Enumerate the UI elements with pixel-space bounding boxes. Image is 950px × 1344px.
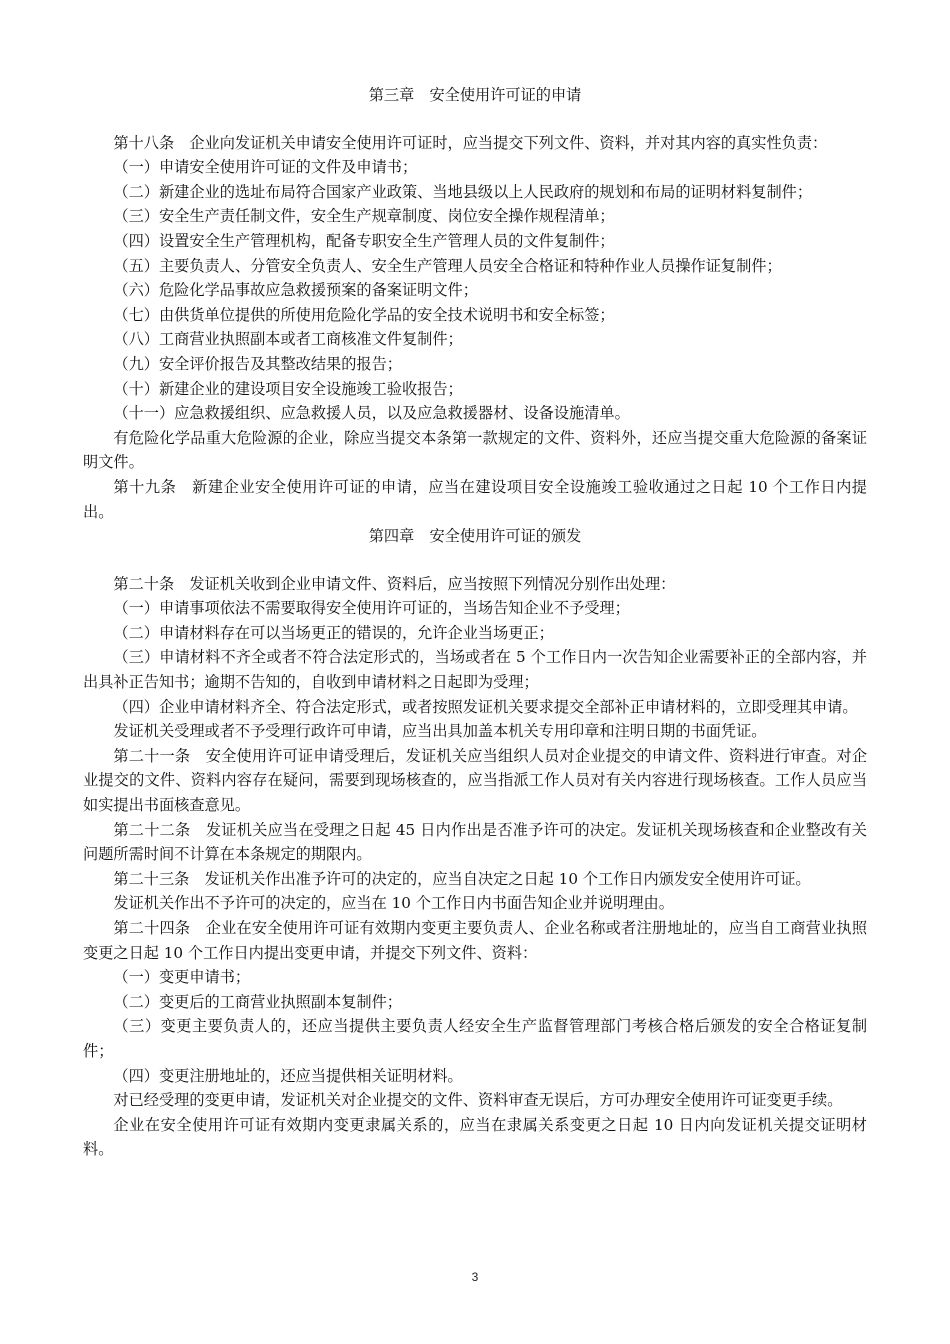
article-24-extra: 对已经受理的变更申请，发证机关对企业提交的文件、资料审查无误后，方可办理安全使用许可证变更手续。 bbox=[113, 1091, 843, 1110]
article-24-intro: 第二十四条 企业在安全使用许可证有效期内变更主要负责人、企业名称或者注册地址的，应当自工商营业执照变更之日起 10 个工作日内提出变更申请，并提交下列文件、资料： bbox=[83, 919, 867, 962]
article-18-item: （四）设置安全生产管理机构，配备专职安全生产管理人员的文件复制件； bbox=[113, 231, 615, 250]
article-18-extra: 有危险化学品重大危险源的企业，除应当提交本条第一款规定的文件、资料外，还应当提交重大危险源的备案证明文件。 bbox=[83, 428, 867, 472]
chapter-4-title: 第四章 安全使用许可证的颁发 bbox=[368, 527, 582, 546]
article-24-item: （四）变更注册地址的，还应当提供相关证明材料。 bbox=[113, 1066, 463, 1085]
article-18-item: （一）申请安全使用许可证的文件及申请书； bbox=[113, 158, 418, 177]
article-20-item: （四）企业申请材料齐全、符合法定形式，或者按照发证机关要求提交全部补正申请材料的，立即受理其申请。 bbox=[113, 697, 858, 716]
article-24-item: （一）变更申请书； bbox=[113, 968, 251, 987]
article-19: 第十九条 新建企业安全使用许可证的申请，应当在建设项目安全设施竣工验收通过之日起 10 个工作日内提出。 bbox=[83, 477, 867, 521]
article-20-item: （二）申请材料存在可以当场更正的错误的，允许企业当场更正； bbox=[113, 623, 554, 642]
page-number: 3 bbox=[471, 1270, 479, 1284]
article-18-item: （二）新建企业的选址布局符合国家产业政策、当地县级以上人民政府的规划和布局的证明材料复制件； bbox=[113, 182, 813, 201]
article-20-intro: 第二十条 发证机关收到企业申请文件、资料后，应当按照下列情况分别作出处理： bbox=[113, 574, 676, 593]
article-18-item: （六）危险化学品事故应急救援预案的备案证明文件； bbox=[113, 281, 478, 300]
article-18-intro: 第十八条 企业向发证机关申请安全使用许可证时，应当提交下列文件、资料，并对其内容的真实性负责： bbox=[113, 133, 828, 152]
article-23: 第二十三条 发证机关作出准予许可的决定的，应当自决定之日起 10 个工作日内颁发安全使用许可证。 bbox=[113, 869, 811, 888]
article-18-item: （八）工商营业执照副本或者工商核准文件复制件； bbox=[113, 330, 463, 349]
article-20-item: （一）申请事项依法不需要取得安全使用许可证的，当场告知企业不予受理； bbox=[113, 599, 630, 618]
article-24-item: （二）变更后的工商营业执照副本复制件； bbox=[113, 992, 402, 1011]
article-18-item: （七）由供货单位提供的所使用危险化学品的安全技术说明书和安全标签； bbox=[113, 305, 615, 324]
article-22: 第二十二条 发证机关应当在受理之日起 45 日内作出是否准予许可的决定。发证机关现场核查和企业整改有关问题所需时间不计算在本条规定的期限内。 bbox=[83, 820, 867, 864]
article-18-item: （十）新建企业的建设项目安全设施竣工验收报告； bbox=[113, 379, 463, 398]
article-20-item: （三）申请材料不齐全或者不符合法定形式的，当场或者在 5 个工作日内一次告知企业需要补正的全部内容，并出具补正告知书；逾期不告知的，自收到申请材料之日起即为受理； bbox=[83, 648, 867, 692]
article-23-extra: 发证机关作出不予许可的决定的，应当在 10 个工作日内书面告知企业并说明理由。 bbox=[113, 894, 674, 913]
article-24-extra: 企业在安全使用许可证有效期内变更隶属关系的，应当在隶属关系变更之日起 10 日内向发证机关提交证明材料。 bbox=[83, 1115, 867, 1159]
chapter-3-title: 第三章 安全使用许可证的申请 bbox=[368, 86, 582, 104]
article-18-item: （十一）应急救援组织、应急救援人员，以及应急救援器材、设备设施清单。 bbox=[113, 404, 630, 423]
article-18-item: （三）安全生产责任制文件，安全生产规章制度、岗位安全操作规程清单； bbox=[113, 207, 615, 226]
article-18-item: （五）主要负责人、分管安全负责人、安全生产管理人员安全合格证和特种作业人员操作证复制件； bbox=[113, 256, 782, 275]
page-content bbox=[83, 83, 867, 1162]
article-24-item: （三）变更主要负责人的，还应当提供主要负责人经安全生产监督管理部门考核合格后颁发的安全合格证复制件； bbox=[83, 1017, 867, 1060]
article-18-item: （九）安全评价报告及其整改结果的报告； bbox=[113, 354, 402, 373]
article-20-extra: 发证机关受理或者不予受理行政许可申请，应当出具加盖本机关专用印章和注明日期的书面凭证。 bbox=[113, 722, 767, 741]
article-21: 第二十一条 安全使用许可证申请受理后，发证机关应当组织人员对企业提交的申请文件、资料进行审查。对企业提交的文件、资料内容存在疑问，需要到现场核查的，应当指派工作人员对有关内容进行现场核查。工作人员应当如实提出书面核查意见。 bbox=[83, 746, 867, 815]
